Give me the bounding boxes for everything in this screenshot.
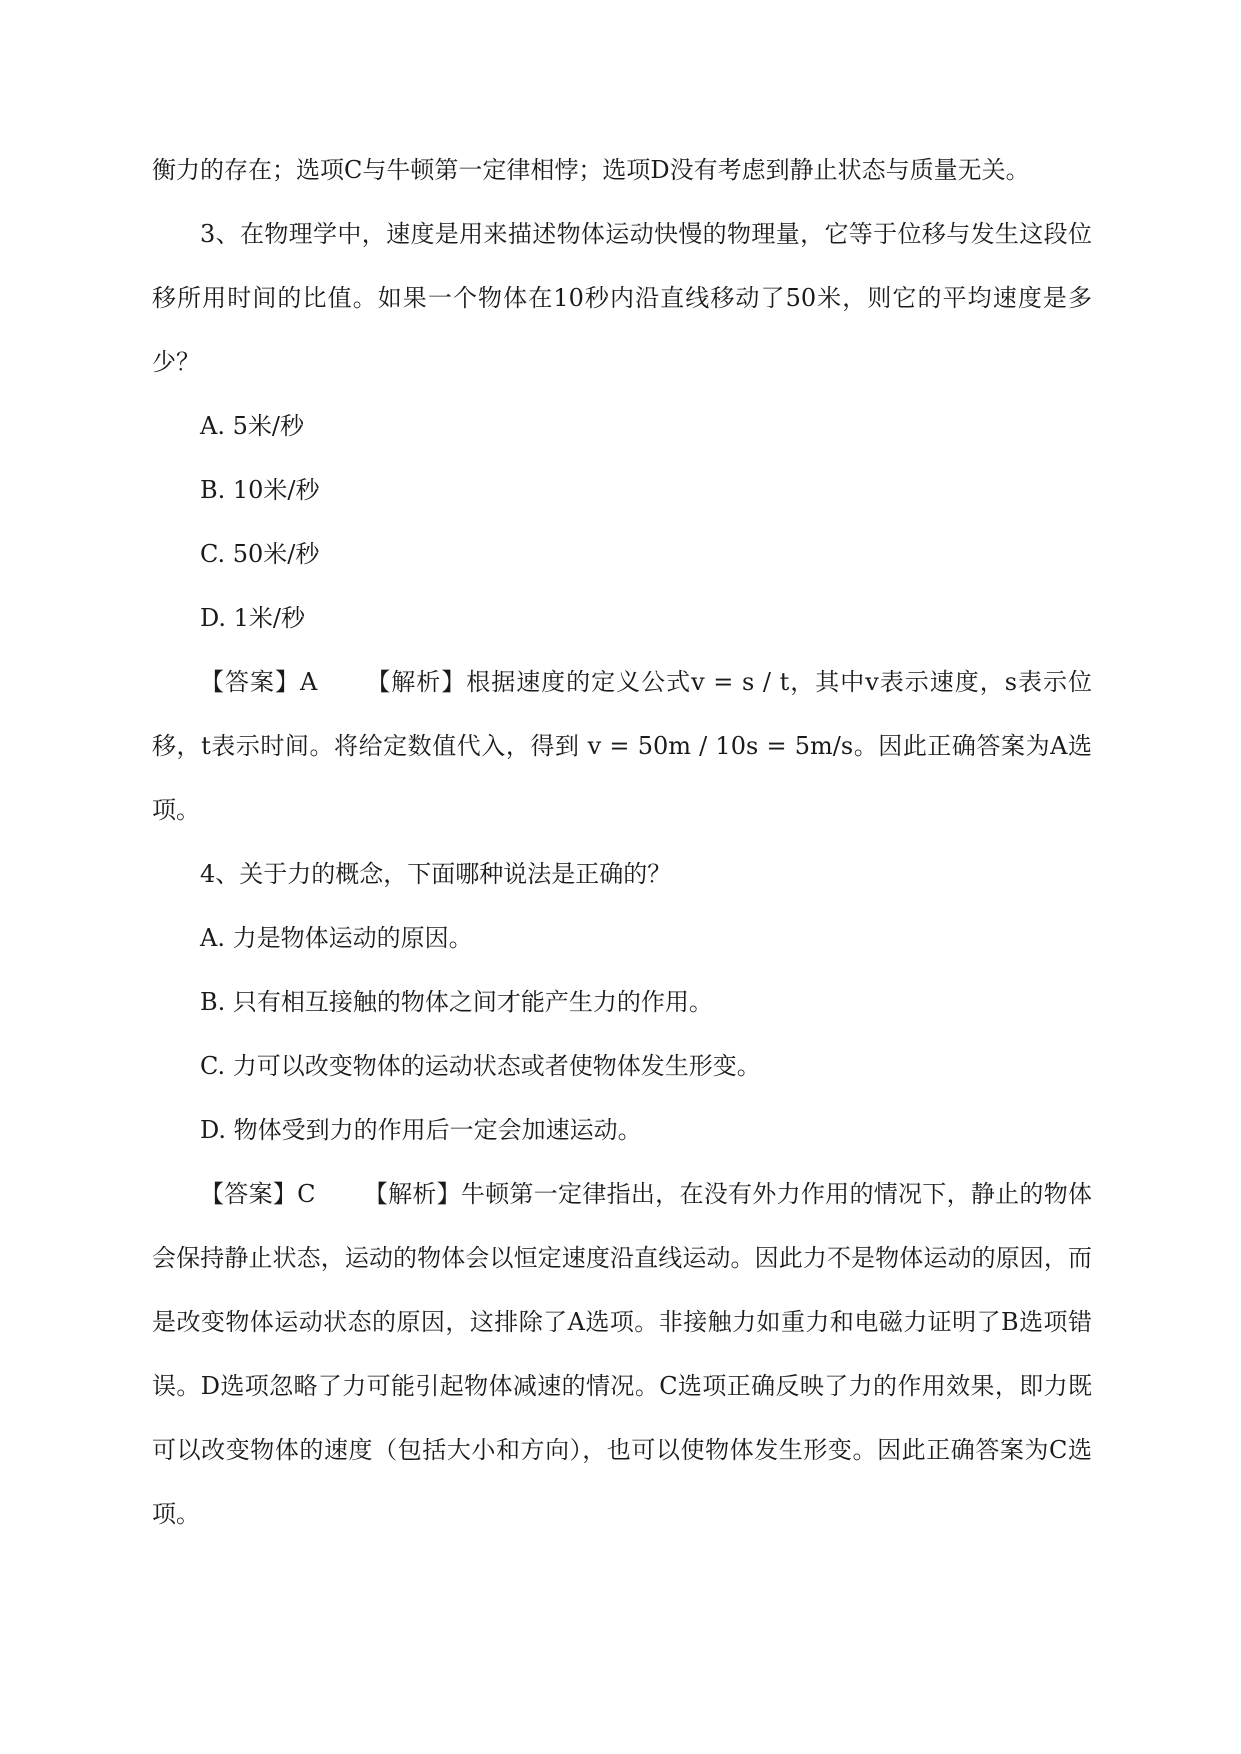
question-4-option-a: A. 力是物体运动的原因。 [200, 924, 473, 952]
question-4-answer-block [152, 1162, 1092, 1546]
page-content [152, 138, 1092, 1546]
question-3-option-c: C. 50米/秒 [200, 540, 320, 568]
question-4-text: 4、关于力的概念，下面哪种说法是正确的？ [200, 860, 672, 888]
question-3-text: 3、在物理学中，速度是用来描述物体运动快慢的物理量，它等于位移与发生这段位移所用时间的比值。如果一个物体在10秒内沿直线移动了50米，则它的平均速度是多少？ [152, 220, 1092, 376]
question-4-answer-label: 【答案】C [200, 1180, 316, 1208]
question-3-answer-block [152, 650, 1092, 842]
question-3-option-a: A. 5米/秒 [200, 412, 304, 440]
question-3-option-b: B. 10米/秒 [200, 476, 320, 504]
question-4-option-c: C. 力可以改变物体的运动状态或者使物体发生形变。 [200, 1052, 761, 1080]
intro-tail-paragraph: 衡力的存在；选项C与牛顿第一定律相悖；选项D没有考虑到静止状态与质量无关。 [152, 156, 1030, 184]
question-4-option-b: B. 只有相互接触的物体之间才能产生力的作用。 [200, 988, 713, 1016]
question-4-analysis: 【解析】牛顿第一定律指出，在没有外力作用的情况下，静止的物体会保持静止状态，运动的物体会以恒定速度沿直线运动。因此力不是物体运动的原因，而是改变物体运动状态的原因，这排除了A选项。非接触力如重力和电磁力证明了B选项错误。D选项忽略了力可能引起物体减速的情况。C选项正确反映了力的作用效果，即力既可以改变物体的速度（包括大小和方向），也可以使物体发生形变。因此正确答案为C选项。 [152, 1180, 1092, 1528]
question-3-analysis: 【解析】根据速度的定义公式v = s / t，其中v表示速度，s表示位移，t表示时间。将给定数值代入，得到 v = 50m / 10s = 5m/s。因此正确答案为A选项。 [152, 668, 1092, 824]
question-4-option-d: D. 物体受到力的作用后一定会加速运动。 [200, 1116, 642, 1144]
question-3-option-d: D. 1米/秒 [200, 604, 305, 632]
question-3-answer-label: 【答案】A [200, 668, 318, 696]
